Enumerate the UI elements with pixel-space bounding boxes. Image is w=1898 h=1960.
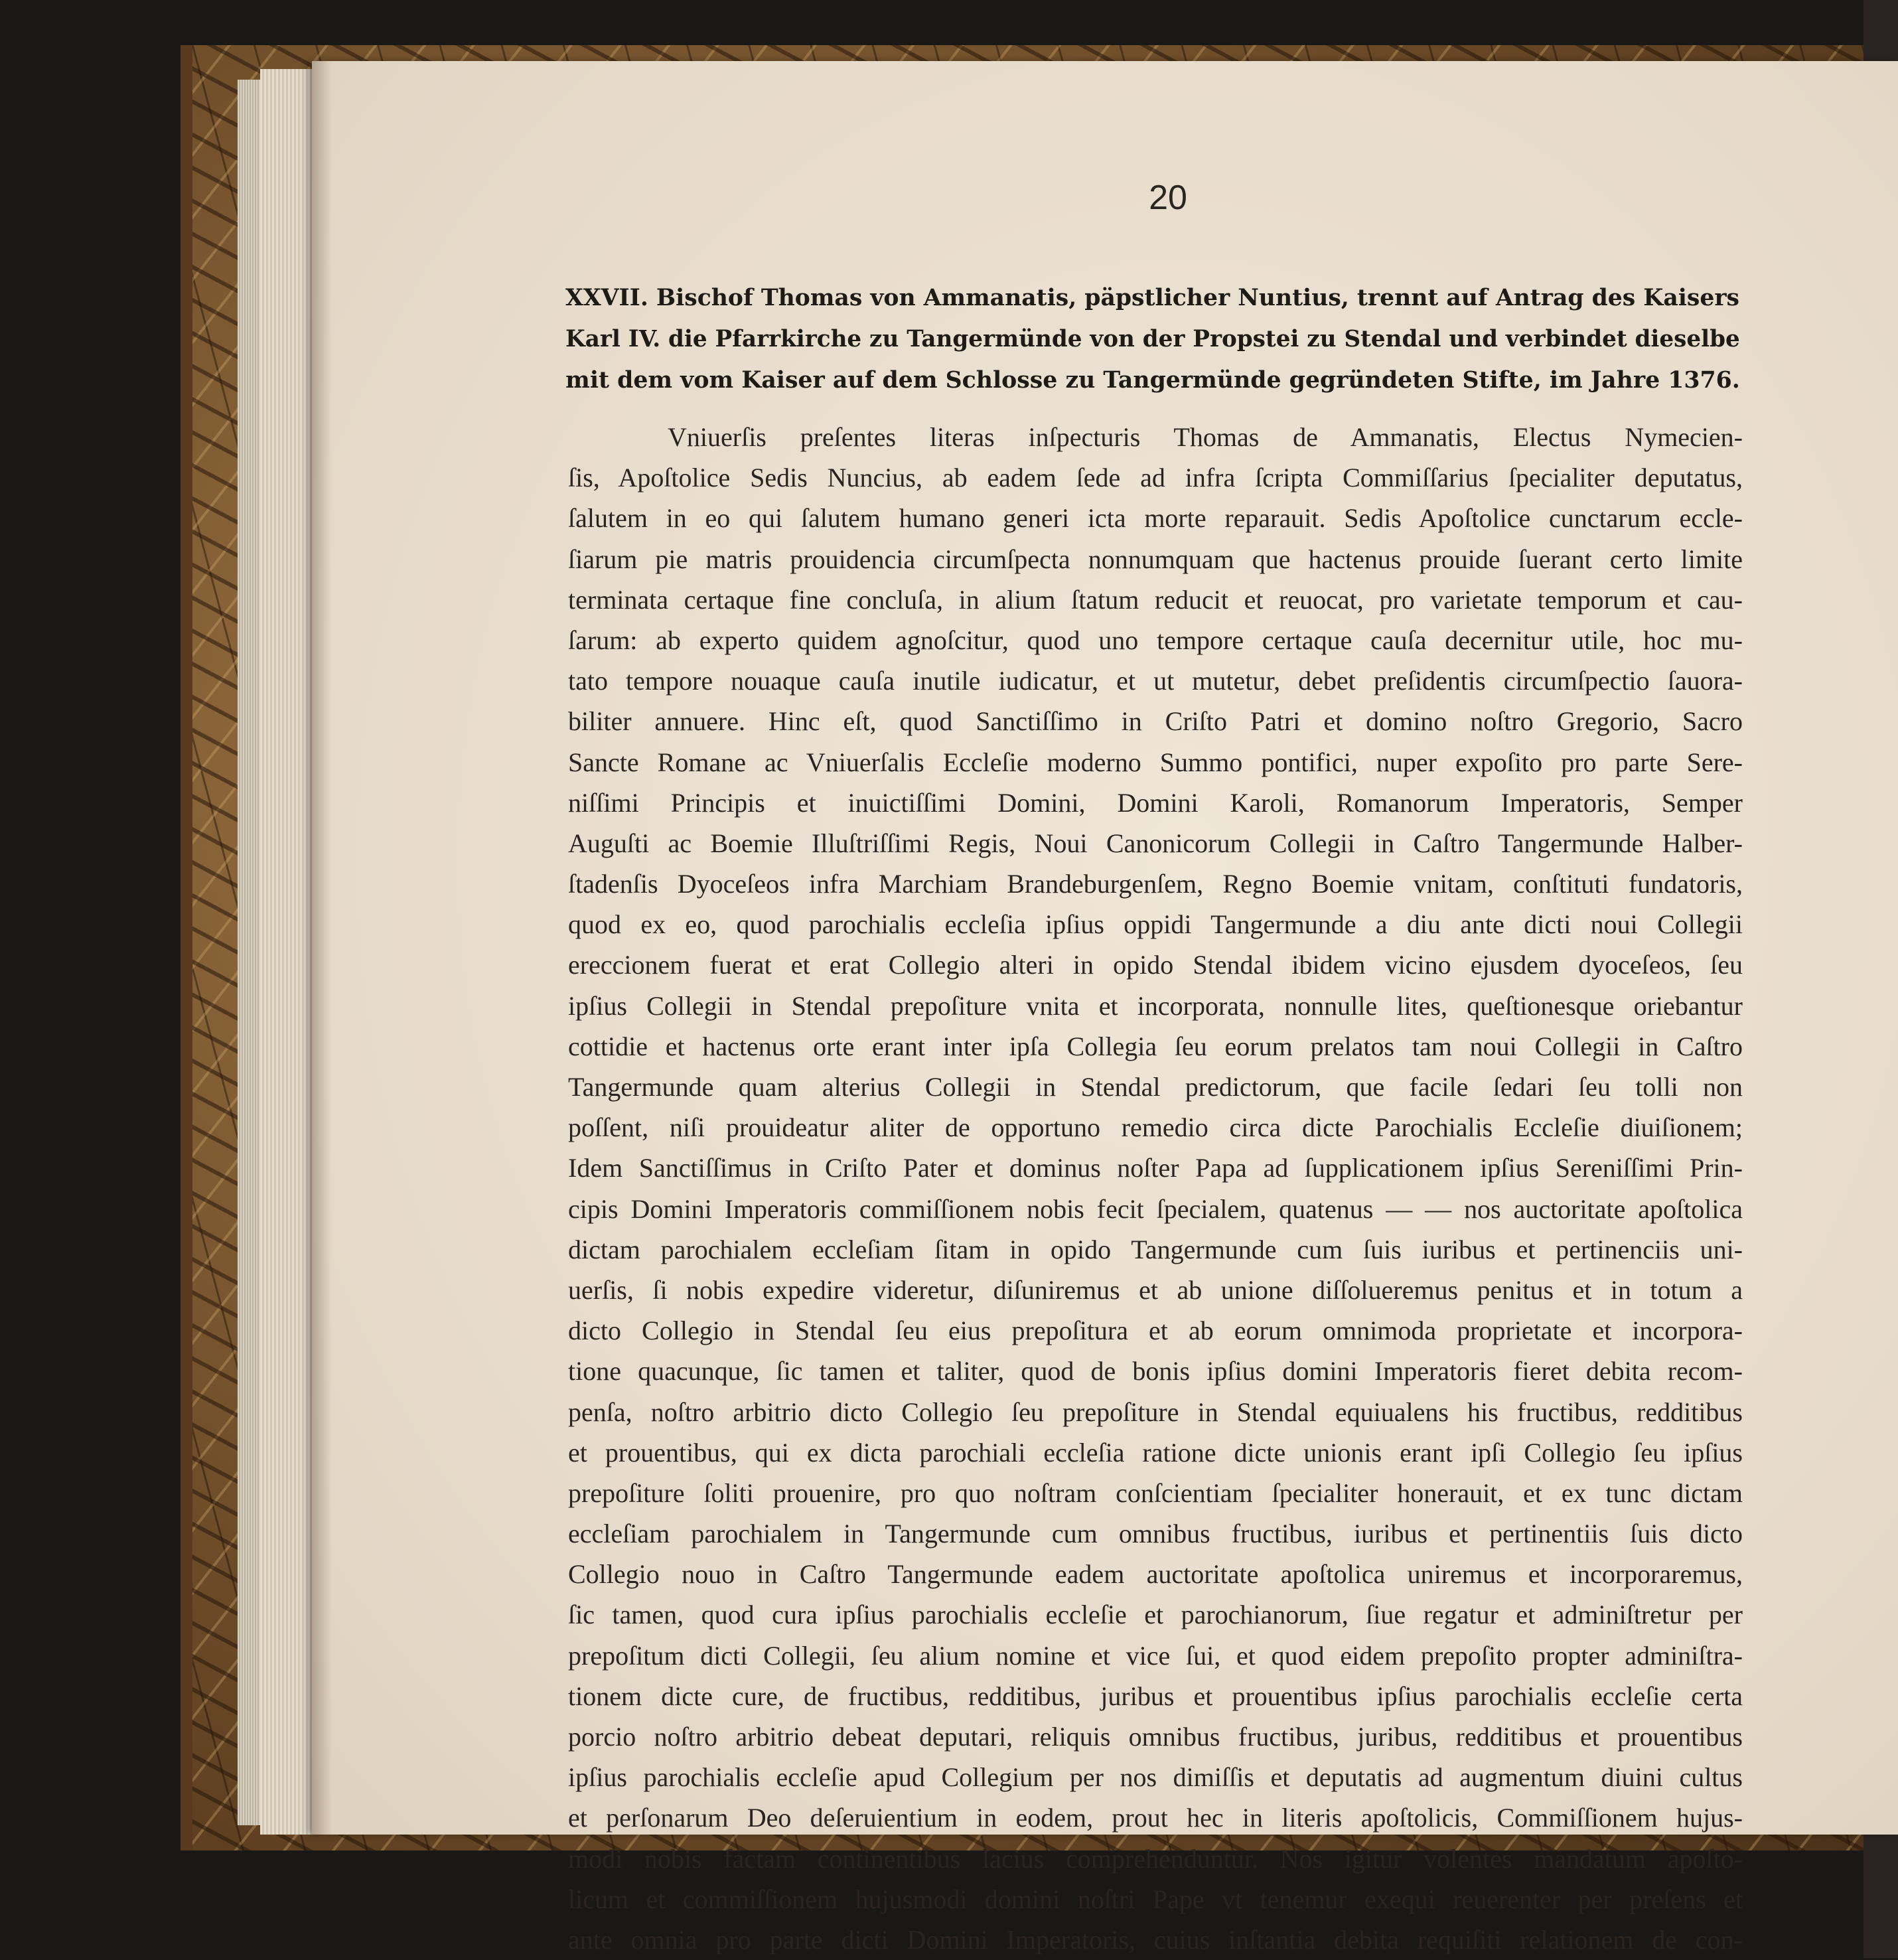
page-number: 20 bbox=[1149, 179, 1187, 217]
body-line: tione quacunque, ſic tamen et taliter, quod de bonis ipſius domini Imperatoris fieret debita recom- bbox=[568, 1356, 1743, 1387]
body-line: ſalutem in eo qui ſalutem humano generi icta morte reparauit. Sedis Apoſtolice cunctarum eccle- bbox=[568, 503, 1743, 534]
body-line: niſſimi Principis et inuictiſſimi Domini, Domini Karoli, Romanorum Imperatoris, Semper bbox=[568, 787, 1743, 818]
body-line: et perſonarum Deo deſeruientium in eodem, prout hec in literis apoſtolicis, Commiſſionem hujus- bbox=[568, 1803, 1743, 1833]
body-line: licum et commiſſionem hujusmodi domini noſtri Pape vt tenemur exequi reuerenter per preſens et bbox=[568, 1884, 1743, 1914]
body-line: Auguſti ac Boemie Illuſtriſſimi Regis, Noui Canonicorum Collegii in Caſtro Tangermunde Halber- bbox=[568, 828, 1743, 858]
body-line: et prouentibus, qui ex dicta parochiali eccleſia ratione dicte unionis erant ipſi Collegio ſeu ipſius bbox=[568, 1437, 1743, 1468]
cover-spine-edge bbox=[181, 45, 192, 1850]
body-line: eccleſiam parochialem in Tangermunde cum omnibus fructibus, iuribus et pertinentiis ſuis dicto bbox=[568, 1519, 1743, 1549]
body-line: Tangermunde quam alterius Collegii in Stendal predictorum, que facile ſedari ſeu tolli non bbox=[568, 1072, 1743, 1102]
body-line: cipis Domini Imperatoris commiſſionem nobis fecit ſpecialem, quatenus — — nos auctoritate apoſtolica bbox=[568, 1193, 1743, 1224]
body-line: cottidie et hactenus orte erant inter ipſa Collegia ſeu eorum prelatos tam noui Collegii in Caſtro bbox=[568, 1031, 1743, 1061]
body-line: ſis, Apoſtolice Sedis Nuncius, ab eadem ſede ad infra ſcripta Commiſſarius ſpecialiter deputatus, bbox=[568, 463, 1743, 493]
body-line: modi nobis factam continentibus lacius comprehenduntur. Nos igitur volentes mandatum apoſto- bbox=[568, 1843, 1743, 1874]
body-line: biliter annuere. Hinc eſt, quod Sanctiſſimo in Criſto Patri et domino noſtro Gregorio, Sacro bbox=[568, 706, 1743, 737]
body-line: penſa, noſtro arbitrio dicto Collegio ſeu prepoſiture in Stendal equiualens his fructibus, redditibus bbox=[568, 1396, 1743, 1427]
body-line: Idem Sanctiſſimus in Criſto Pater et dominus noſter Papa ad ſupplicationem ipſius Sereniſſimi Prin- bbox=[568, 1153, 1743, 1183]
body-line: dicto Collegio in Stendal ſeu eius prepoſitura et ab eorum omnimoda proprietate et incorpora- bbox=[568, 1316, 1743, 1346]
body-line: quod ex eo, quod parochialis eccleſia ipſius oppidi Tangermunde a diu ante dicti noui Collegii bbox=[568, 909, 1743, 940]
body-line: ereccionem fuerat et erat Collegio alteri in opido Stendal ibidem vicino ejusdem dyoceſeos, ſeu bbox=[568, 950, 1743, 980]
heading-line: XXVII. Bischof Thomas von Ammanatis, päpstlicher Nuntius, trennt auf Antrag des Kaisers bbox=[565, 285, 1740, 311]
body-line: poſſent, niſi prouideatur aliter de opportuno remedio circa dicte Parochialis Eccleſie diuiſionem; bbox=[568, 1112, 1743, 1143]
body-text bbox=[568, 417, 1743, 1960]
body-line: ſic tamen, quod cura ipſius parochialis eccleſie et parochianorum, ſiue regatur et adminiſtretur per bbox=[568, 1600, 1743, 1630]
document-heading bbox=[565, 277, 1740, 401]
body-line: ipſius Collegii in Stendal prepoſiture vnita et incorporata, nonnulle lites, queſtionesque oriebantur bbox=[568, 990, 1743, 1021]
body-line: ſtadenſis Dyoceſeos infra Marchiam Brandeburgenſem, Regno Boemie vnitam, conſtituti fundatoris, bbox=[568, 869, 1743, 899]
body-line: prepoſitum dicti Collegii, ſeu alium nomine et vice ſui, et quod eidem prepoſito propter adminiſtra- bbox=[568, 1640, 1743, 1671]
body-line: Sancte Romane ac Vniuerſalis Eccleſie moderno Summo pontifici, nuper expoſito pro parte Sere- bbox=[568, 747, 1743, 777]
body-line: porcio noſtro arbitrio debeat deputari, reliquis omnibus fructibus, juribus, redditibus et prouentibus bbox=[568, 1722, 1743, 1752]
body-line: terminata certaque fine concluſa, in alium ſtatum reducit et reuocat, pro varietate temporum et cau- bbox=[568, 584, 1743, 615]
body-line: dictam parochialem eccleſiam ſitam in opido Tangermunde cum ſuis iuribus et pertinenciis uni- bbox=[568, 1234, 1743, 1264]
body-line: tionem dicte cure, de fructibus, redditibus, juribus et prouentibus ipſius parochialis eccleſie certa bbox=[568, 1681, 1743, 1711]
body-line: ſiarum pie matris prouidencia circumſpecta nonnumquam que hactenus prouide ſuerant certo limite bbox=[568, 544, 1743, 574]
heading-line: Karl IV. die Pfarrkirche zu Tangermünde von der Propstei zu Stendal und verbindet dieselbe bbox=[565, 326, 1740, 352]
body-line: ſarum: ab experto quidem agnoſcitur, quod uno tempore certaque cauſa decernitur utile, hoc mu- bbox=[568, 625, 1743, 655]
page-gutter-shadow bbox=[312, 61, 332, 1835]
body-line: Vniuerſis preſentes literas inſpecturis Thomas de Ammanatis, Electus Nymecien- bbox=[668, 422, 1743, 452]
body-line: Collegio nouo in Caſtro Tangermunde eadem auctoritate apoſtolica uniremus et incorporaremus, bbox=[568, 1559, 1743, 1590]
body-line: tato tempore nouaque cauſa inutile iudicatur, et ut mutetur, debet preſidentis circumſpectio ſauora- bbox=[568, 666, 1743, 696]
body-line: ipſius parochialis eccleſie apud Collegium per nos dimiſſis et deputatis ad augmentum diuini cultus bbox=[568, 1762, 1743, 1793]
page-stack-edges-inner bbox=[260, 69, 320, 1835]
body-line: uerſis, ſi nobis expedire videretur, diſuniremus et ab unione diſſolueremus penitus et in totum a bbox=[568, 1274, 1743, 1305]
body-line: ante omnia pro parte dicti Domini Imperatoris, cuius inſtantia debita requiſiti relationem de con- bbox=[568, 1924, 1743, 1955]
heading-line: mit dem vom Kaiser auf dem Schlosse zu Tangermünde gegründeten Stifte, im Jahre 1376. bbox=[565, 366, 1740, 394]
body-line: prepoſiture ſoliti prouenire, pro quo noſtram conſcientiam ſpecialiter honerauit, et ex tunc dictam bbox=[568, 1477, 1743, 1508]
